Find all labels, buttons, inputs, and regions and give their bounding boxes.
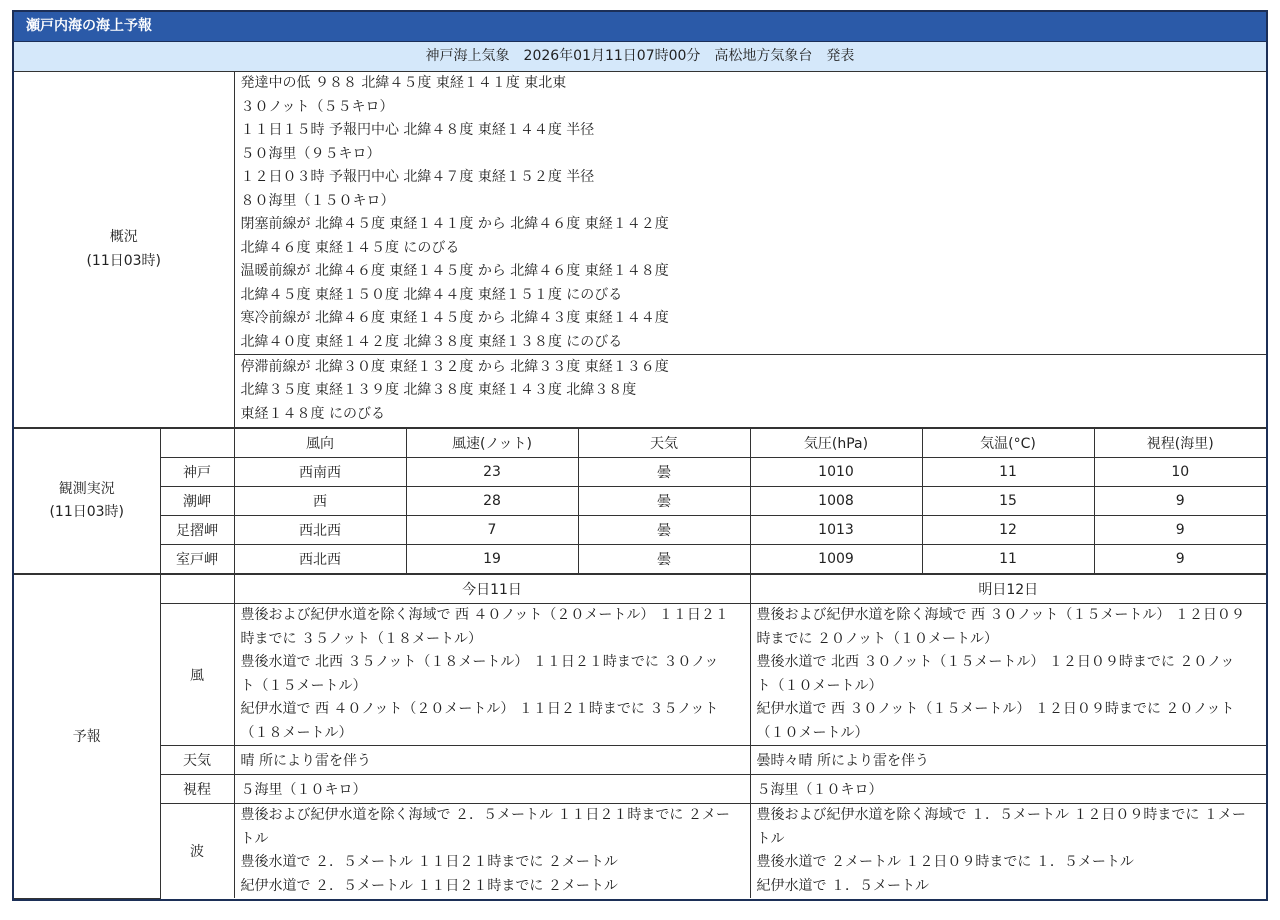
forecast-weather-row xyxy=(14,746,1266,775)
table-cell: 12 xyxy=(922,516,1094,545)
marine-forecast-panel xyxy=(12,10,1268,901)
table-cell: 1013 xyxy=(750,516,922,545)
observation-corner-cell xyxy=(160,429,234,458)
overview-line: 寒冷前線が 北緯４６度 東経１４５度 から 北緯４３度 東経１４４度 xyxy=(240,310,669,326)
table-cell: 9 xyxy=(1094,545,1266,574)
observation-label xyxy=(14,429,160,574)
table-cell: 曇 xyxy=(578,516,750,545)
overview-label-time: (11日03時) xyxy=(86,252,162,269)
table-cell: 曇 xyxy=(578,458,750,487)
wave-label: 波 xyxy=(160,804,234,899)
overview-label xyxy=(14,72,234,428)
forecast-wind-row xyxy=(14,604,1266,746)
wave-day1 xyxy=(234,804,750,899)
forecast-corner-cell xyxy=(160,575,234,604)
overview-line: １１日１５時 予報円中心 北緯４８度 東経１４４度 半径 xyxy=(240,122,595,138)
forecast-line: ト（１０メートル） xyxy=(756,677,883,694)
table-cell: 1009 xyxy=(750,545,922,574)
column-header: 風向 xyxy=(234,429,406,458)
overview-stationary-front xyxy=(234,355,1266,428)
wind-label: 風 xyxy=(160,604,234,746)
overview-line: 閉塞前線が 北緯４５度 東経１４１度 から 北緯４６度 東経１４２度 xyxy=(240,216,669,232)
forecast-label: 予報 xyxy=(14,575,160,899)
forecast-day1-header: 今日11日 xyxy=(234,575,750,604)
table-cell: 11 xyxy=(922,545,1094,574)
station-name: 足摺岬 xyxy=(160,516,234,545)
forecast-line: （１８メートル） xyxy=(240,724,353,741)
visibility-day2: ５海里（１０キロ） xyxy=(750,775,1266,804)
forecast-line: 紀伊水道で ２．５メートル １１日２１時までに ２メートル xyxy=(240,877,618,894)
observation-label-time: (11日03時) xyxy=(49,504,125,520)
forecast-line: 豊後水道で ２メートル １２日０９時までに １．５メートル xyxy=(756,854,1134,870)
wave-day2 xyxy=(750,804,1266,899)
forecast-line: 豊後水道で ２．５メートル １１日２１時までに ２メートル xyxy=(240,854,618,870)
forecast-wave-row xyxy=(14,804,1266,899)
observation-label-main: 観測実況 xyxy=(58,480,115,497)
forecast-line: 紀伊水道で 西 ３０ノット（１５メートル） １２日０９時までに ２０ノット xyxy=(756,701,1235,717)
forecast-line: トル xyxy=(756,830,785,847)
forecast-line: 豊後および紀伊水道を除く海域で 西 ４０ノット（２０メートル） １１日２１ xyxy=(240,607,729,623)
table-cell: 曇 xyxy=(578,487,750,516)
forecast-line: 豊後水道で 北西 ３５ノット（１８メートル） １１日２１時までに ３０ノッ xyxy=(240,654,719,670)
table-row xyxy=(14,545,1266,574)
column-header: 気温(°C) xyxy=(922,429,1094,458)
table-cell: 1010 xyxy=(750,458,922,487)
overview-line: ５０海里（９５キロ） xyxy=(240,145,381,162)
table-row xyxy=(14,487,1266,516)
table-cell: 10 xyxy=(1094,458,1266,487)
wind-day2 xyxy=(750,604,1266,746)
table-row xyxy=(14,458,1266,487)
station-name: 潮岬 xyxy=(160,487,234,516)
weather-day2: 曇時々晴 所により雷を伴う xyxy=(750,746,1266,775)
table-cell: 9 xyxy=(1094,487,1266,516)
forecast-line: ト（１５メートル） xyxy=(240,677,367,694)
column-header: 気圧(hPa) xyxy=(750,429,922,458)
table-cell: 15 xyxy=(922,487,1094,516)
forecast-line: 時までに ２０ノット（１０メートル） xyxy=(756,630,998,647)
table-cell: 23 xyxy=(406,458,578,487)
forecast-table xyxy=(14,574,1266,899)
forecast-line: 紀伊水道で 西 ４０ノット（２０メートル） １１日２１時までに ３５ノット xyxy=(240,701,719,717)
wind-day1 xyxy=(234,604,750,746)
table-cell: 9 xyxy=(1094,516,1266,545)
forecast-visibility-row xyxy=(14,775,1266,804)
overview-line: 東経１４８度 にのびる xyxy=(240,405,385,422)
observation-table xyxy=(14,428,1266,574)
table-cell: 19 xyxy=(406,545,578,574)
station-name: 室戸岬 xyxy=(160,545,234,574)
overview-pressure-systems xyxy=(234,72,1266,355)
column-header: 視程(海里) xyxy=(1094,429,1266,458)
overview-line: 北緯４０度 東経１４２度 北緯３８度 東経１３８度 にのびる xyxy=(240,333,623,350)
station-name: 神戸 xyxy=(160,458,234,487)
forecast-line: 豊後および紀伊水道を除く海域で １．５メートル １２日０９時までに １メー xyxy=(756,807,1246,823)
overview-line: 北緯３５度 東経１３９度 北緯３８度 東経１４３度 北緯３８度 xyxy=(240,382,637,399)
table-cell: 曇 xyxy=(578,545,750,574)
overview-line: ８０海里（１５０キロ） xyxy=(240,192,395,209)
overview-line: １２日０３時 予報円中心 北緯４７度 東経１５２度 半径 xyxy=(240,169,595,185)
table-cell: 西北西 xyxy=(234,516,406,545)
forecast-line: 豊後および紀伊水道を除く海域で 西 ３０ノット（１５メートル） １２日０９ xyxy=(756,607,1245,623)
overview-label-main: 概況 xyxy=(109,229,138,245)
table-cell: 7 xyxy=(406,516,578,545)
overview-line: ３０ノット（５５キロ） xyxy=(240,98,394,115)
column-header: 天気 xyxy=(578,429,750,458)
overview-line: 停滞前線が 北緯３０度 東経１３２度 から 北緯３３度 東経１３６度 xyxy=(240,358,669,375)
forecast-line: トル xyxy=(240,830,269,847)
overview-line: 温暖前線が 北緯４６度 東経１４５度 から 北緯４６度 東経１４８度 xyxy=(240,263,669,279)
table-cell: 1008 xyxy=(750,487,922,516)
overview-line: 発達中の低 ９８８ 北緯４５度 東経１４１度 東北東 xyxy=(240,75,567,91)
overview-line: 北緯４６度 東経１４５度 にのびる xyxy=(240,239,460,256)
forecast-line: （１０メートル） xyxy=(756,724,869,741)
table-cell: 11 xyxy=(922,458,1094,487)
table-cell: 西南西 xyxy=(234,458,406,487)
table-cell: 西 xyxy=(234,487,406,516)
forecast-day2-header: 明日12日 xyxy=(750,575,1266,604)
forecast-line: 豊後水道で 北西 ３０ノット（１５メートル） １２日０９時までに ２０ノッ xyxy=(756,654,1235,670)
visibility-label: 視程 xyxy=(160,775,234,804)
weather-label: 天気 xyxy=(160,746,234,775)
table-row xyxy=(14,516,1266,545)
forecast-line: 豊後および紀伊水道を除く海域で ２．５メートル １１日２１時までに ２メー xyxy=(240,807,730,823)
visibility-day1: ５海里（１０キロ） xyxy=(234,775,750,804)
overview-table xyxy=(14,72,1266,428)
issuance-line: 神戸海上気象 2026年01月11日07時00分 高松地方気象台 発表 xyxy=(14,42,1266,72)
column-header: 風速(ノット) xyxy=(406,429,578,458)
forecast-line: 紀伊水道で １．５メートル xyxy=(756,877,929,894)
overview-line: 北緯４５度 東経１５０度 北緯４４度 東経１５１度 にのびる xyxy=(240,286,623,303)
forecast-line: 時までに ３５ノット（１８メートル） xyxy=(240,630,482,647)
table-cell: 西北西 xyxy=(234,545,406,574)
page-title: 瀬戸内海の海上予報 xyxy=(14,12,1266,42)
table-cell: 28 xyxy=(406,487,578,516)
weather-day1: 晴 所により雷を伴う xyxy=(234,746,750,775)
